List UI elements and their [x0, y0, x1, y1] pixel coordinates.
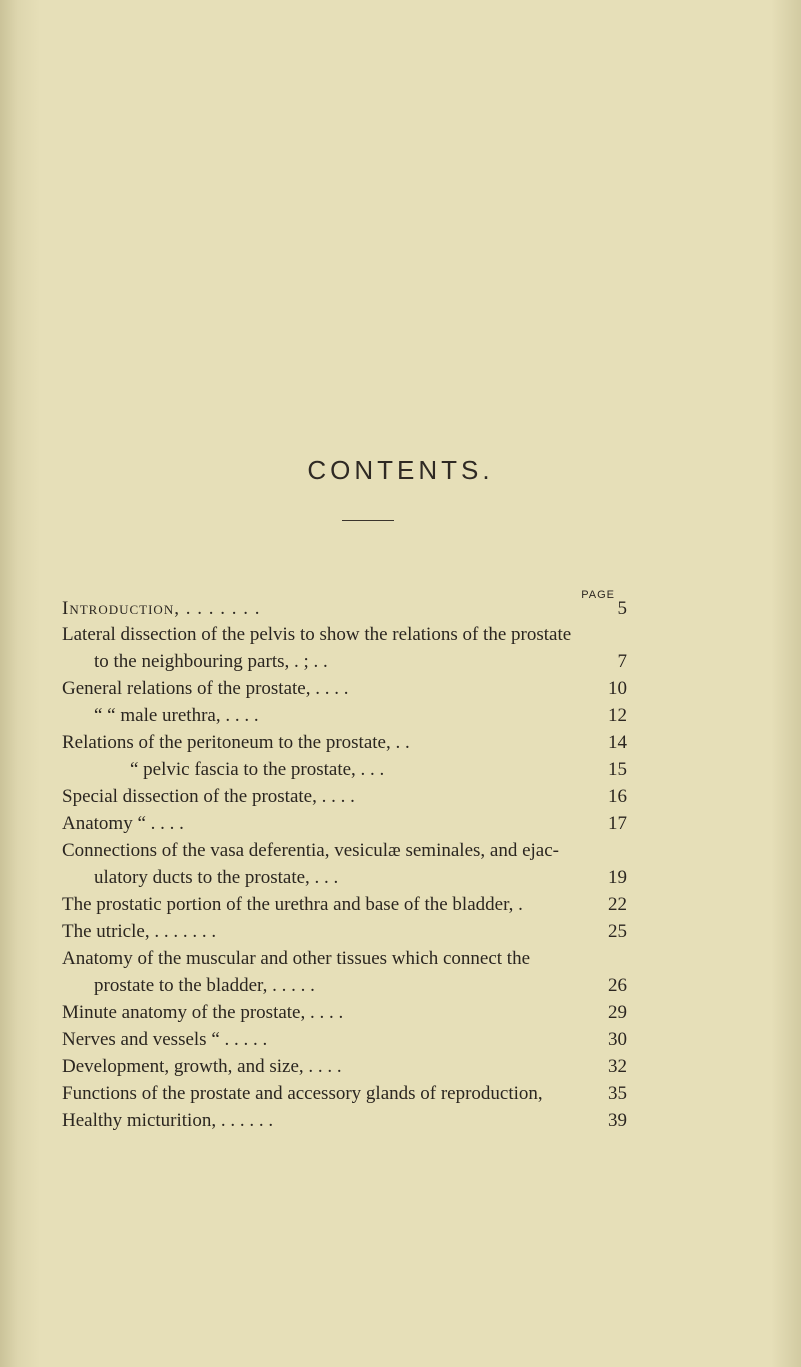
toc-entry-page: 25 — [608, 921, 627, 942]
toc-entry-text: General relations of the prostate, . . . . — [62, 678, 349, 699]
toc-entry-text: Anatomy of the muscular and other tissues which connect the — [62, 948, 531, 969]
toc-entry-page: 29 — [608, 1002, 627, 1023]
toc-entry-page: 19 — [608, 867, 627, 888]
toc-entry-page: 12 — [608, 705, 627, 726]
toc-entry-text: Nerves and vessels “ . . . . . — [62, 1029, 268, 1050]
toc-entry-text: Relations of the peritoneum to the prostate, . . — [62, 732, 410, 753]
toc-entry-page: 17 — [608, 813, 627, 834]
toc-entry-text: The utricle, . . . . . . . — [62, 921, 217, 942]
toc-entry-text: Special dissection of the prostate, . . . . — [62, 786, 355, 807]
toc-entry-text: Introduction, . . . . . . . — [62, 598, 261, 619]
toc-entry-page: 10 — [608, 678, 627, 699]
toc-entry-text: The prostatic portion of the urethra and base of the bladder, . — [62, 894, 523, 915]
toc-entry-text: Connections of the vasa deferentia, vesiculæ seminales, and ejac- — [62, 840, 559, 861]
toc-entry-page: 22 — [608, 894, 627, 915]
toc-entry-page: 26 — [608, 975, 627, 996]
toc-entry-page: 15 — [608, 759, 627, 780]
toc-entry-text: Lateral dissection of the pelvis to show the relations of the prostate — [62, 624, 572, 645]
toc-entry-page: 16 — [608, 786, 627, 807]
toc-entry-text: prostate to the bladder, . . . . . — [94, 975, 315, 996]
toc-entry-text: Anatomy “ . . . . — [62, 813, 184, 834]
toc-entry-page: 7 — [617, 651, 627, 672]
toc-entry-text: Healthy micturition, . . . . . . — [62, 1110, 274, 1131]
toc-entry-page: 32 — [608, 1056, 627, 1077]
toc-entry-page: 30 — [608, 1029, 627, 1050]
toc-entry-text: Development, growth, and size, . . . . — [62, 1056, 342, 1077]
page-column-label: PAGE — [581, 589, 615, 601]
toc-entry-page: 5 — [617, 598, 627, 619]
page-title: CONTENTS. — [307, 455, 494, 485]
toc-entry-text: “ pelvic fascia to the prostate, . . . — [130, 759, 385, 780]
toc-entry-text: to the neighbouring parts, . ; . . — [94, 651, 328, 672]
toc-entry-text: Functions of the prostate and accessory glands of reproduction, — [62, 1083, 543, 1104]
toc-entry-page: 35 — [608, 1083, 627, 1104]
toc-entry-text: Minute anatomy of the prostate, . . . . — [62, 1002, 344, 1023]
toc-entry-text: “ “ male urethra, . . . . — [94, 705, 259, 726]
toc-entry-page: 39 — [608, 1110, 627, 1131]
toc-entry-page: 14 — [608, 732, 627, 753]
toc-entry-text: ulatory ducts to the prostate, . . . — [94, 867, 339, 888]
